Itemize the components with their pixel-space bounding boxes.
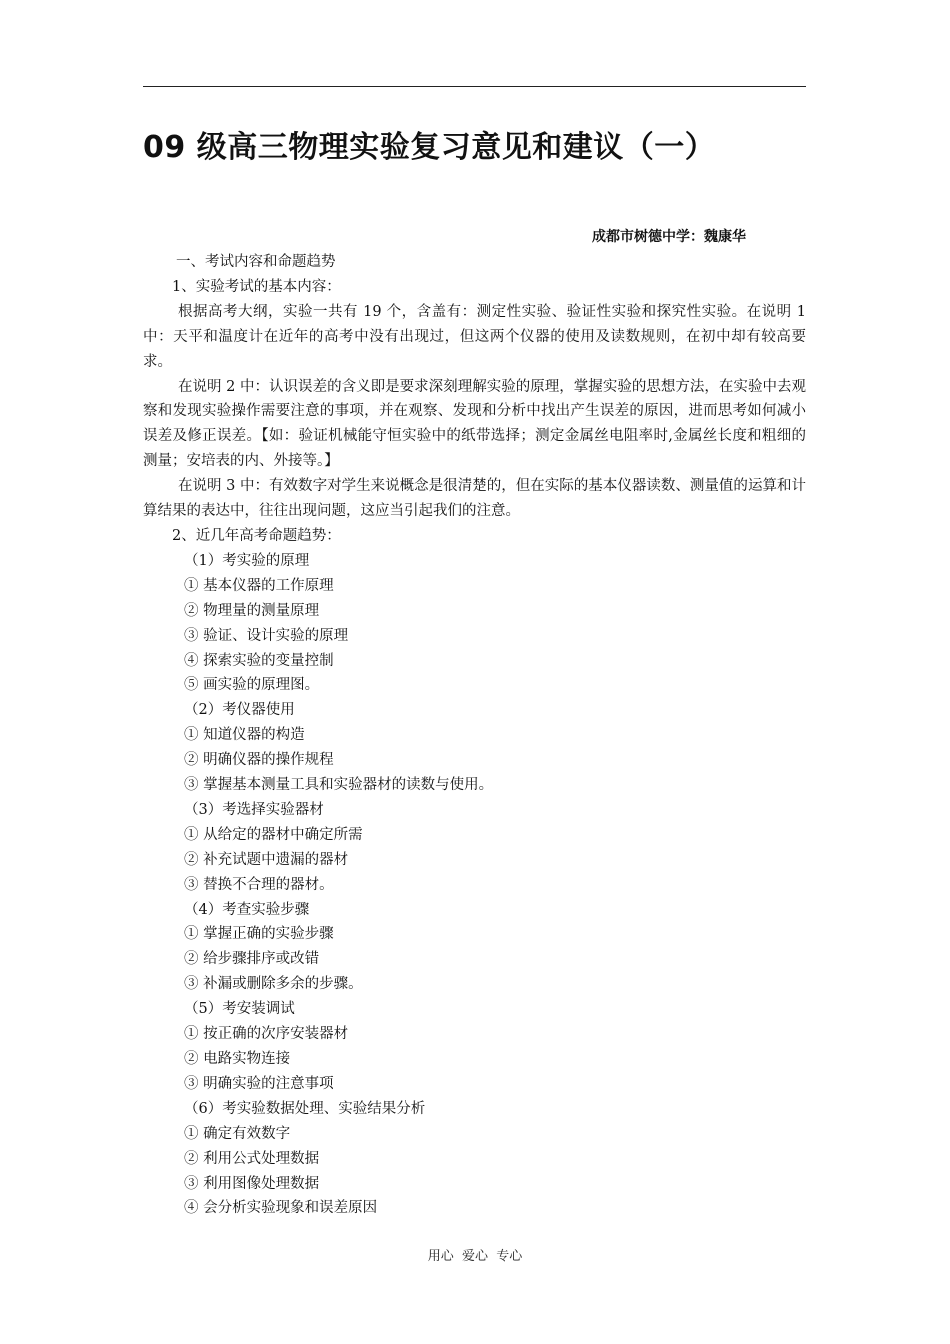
list-item: ③ 验证、设计实验的原理 <box>184 627 349 644</box>
trend-group-heading: （3）考选择实验器材 <box>184 801 324 818</box>
list-item: ① 基本仪器的工作原理 <box>184 577 334 594</box>
list-item: ③ 替换不合理的器材。 <box>184 876 334 893</box>
trend-group <box>143 1097 806 1222</box>
list-item: ② 电路实物连接 <box>184 1051 291 1067</box>
list-item: ② 物理量的测量原理 <box>184 602 320 619</box>
list-item: ④ 探索实验的变量控制 <box>184 652 334 669</box>
list-item: ① 确定有效数字 <box>184 1125 291 1142</box>
body-paragraph: 在说明 3 中：有效数字对学生来说概念是很清楚的，但在实际的基本仪器读数、测量值的运算和计算结果的表达中，往往出现问题，这应当引起我们的注意。 <box>143 478 806 520</box>
document-body <box>143 250 806 1221</box>
trend-group-heading: （1）考实验的原理 <box>184 552 310 569</box>
body-paragraph: 在说明 2 中：认识误差的含义即是要求深刻理解实验的原理，掌握实验的思想方法，在实验中去观察和发现实验操作需要注意的事项，并在观察、发现和分析中找出产生误差的原因，进而思考如何减小误差及修正误差。【如：验证机械能守恒实验中的纸带选择；测定金属丝电阻率时,金属丝长度和粗细的测量；安培表的内、外接等。】 <box>143 378 806 470</box>
list-item: ① 掌握正确的实验步骤 <box>184 926 334 943</box>
body-paragraph: 根据高考大纲，实验一共有 19 个，含盖有：测定性实验、验证性实验和探究性实验。在说明 1 中：天平和温度计在近年的高考中没有出现过，但这两个仪器的使用及读数规则，在初中却有较高要求。 <box>143 303 806 370</box>
list-item: ④ 会分析实验现象和误差原因 <box>184 1200 378 1217</box>
list-item: ② 给步骤排序或改错 <box>184 951 320 968</box>
page-footer: 用心 爱心 专心 <box>427 1249 523 1264</box>
section-heading: 一、考试内容和命题趋势 <box>176 254 336 270</box>
trend-group-heading: （4）考查实验步骤 <box>184 901 310 918</box>
trend-group <box>143 698 806 798</box>
trend-group <box>143 898 806 998</box>
subsection-heading: 2、近几年高考命题趋势： <box>172 527 341 544</box>
list-item: ② 明确仪器的操作规程 <box>184 752 334 769</box>
list-item: ③ 掌握基本测量工具和实验器材的读数与使用。 <box>184 777 494 794</box>
document-title: 09 级高三物理实验复习意见和建议（一） <box>143 130 716 165</box>
subsection-heading: 1、实验考试的基本内容： <box>172 278 341 295</box>
trend-group <box>143 549 806 698</box>
list-item: ① 从给定的器材中确定所需 <box>184 826 363 843</box>
list-item: ③ 明确实验的注意事项 <box>184 1075 334 1092</box>
trend-group <box>143 997 806 1097</box>
list-item: ② 利用公式处理数据 <box>184 1150 320 1167</box>
header-rule <box>143 86 806 87</box>
trend-group-heading: （6）考实验数据处理、实验结果分析 <box>184 1100 426 1117</box>
list-item: ① 知道仪器的构造 <box>184 727 305 744</box>
trend-group <box>143 798 806 898</box>
list-item: ③ 补漏或删除多余的步骤。 <box>184 976 363 993</box>
author-line: 成都市树德中学：魏康华 <box>592 229 746 245</box>
trend-group-heading: （5）考安装调试 <box>184 1001 295 1018</box>
list-item: ③ 利用图像处理数据 <box>184 1175 320 1192</box>
list-item: ⑤ 画实验的原理图。 <box>184 677 320 694</box>
trend-group-heading: （2）考仪器使用 <box>184 702 295 719</box>
list-item: ① 按正确的次序安装器材 <box>184 1026 349 1043</box>
list-item: ② 补充试题中遗漏的器材 <box>184 851 349 868</box>
